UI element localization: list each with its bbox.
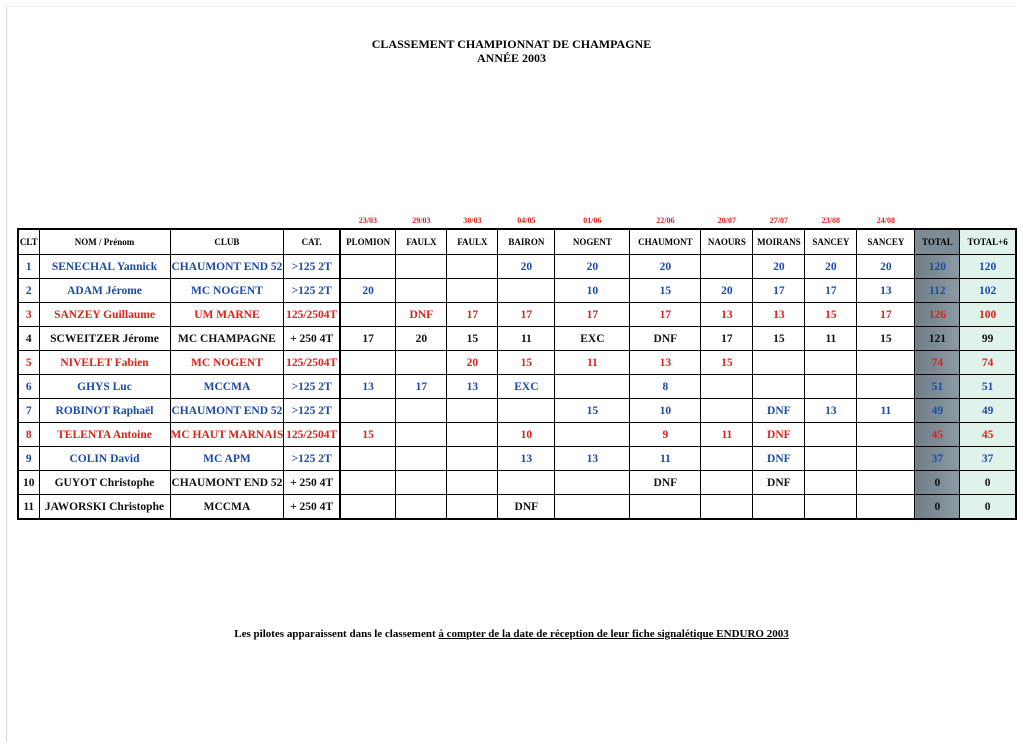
score-cell: 20 — [447, 351, 498, 375]
header-event-7: MOIRANS — [753, 229, 805, 255]
score-cell — [857, 495, 915, 520]
score-cell: 17 — [555, 303, 630, 327]
club-cell: MC CHAMPAGNE — [170, 327, 284, 351]
total-cell: 120 — [915, 255, 960, 279]
score-cell: 17 — [857, 303, 915, 327]
score-cell: 17 — [753, 279, 805, 303]
event-date-5: 22/06 — [656, 216, 675, 225]
score-cell: 13 — [498, 447, 555, 471]
score-cell: 10 — [630, 399, 701, 423]
score-cell: 13 — [805, 399, 857, 423]
score-cell: 15 — [447, 327, 498, 351]
category-cell: 125/2504T — [284, 423, 340, 447]
header-event-4: NOGENT — [555, 229, 630, 255]
score-cell: 13 — [340, 375, 396, 399]
table-row — [18, 375, 1016, 399]
score-cell — [701, 447, 753, 471]
header-club: CLUB — [170, 229, 284, 255]
event-date-9: 24/08 — [876, 216, 895, 225]
rider-name-cell: TELENTA Antoine — [39, 423, 170, 447]
score-cell — [396, 423, 447, 447]
score-cell: 17 — [396, 375, 447, 399]
score-cell: DNF — [753, 471, 805, 495]
rider-name-cell: NIVELET Fabien — [39, 351, 170, 375]
footer-text: Les pilotes apparaissent dans le classement — [234, 628, 439, 640]
club-cell: UM MARNE — [170, 303, 284, 327]
rank-cell: 1 — [18, 255, 39, 279]
category-cell: + 250 4T — [284, 495, 340, 520]
total-plus-6-cell: 99 — [960, 327, 1016, 351]
rank-cell: 11 — [18, 495, 39, 520]
score-cell — [447, 399, 498, 423]
score-cell: 10 — [555, 279, 630, 303]
rank-cell: 2 — [18, 279, 39, 303]
score-cell — [753, 375, 805, 399]
score-cell — [396, 471, 447, 495]
rank-cell: 9 — [18, 447, 39, 471]
score-cell: 15 — [857, 327, 915, 351]
score-cell — [498, 399, 555, 423]
category-cell: >125 2T — [284, 279, 340, 303]
score-cell — [555, 495, 630, 520]
score-cell — [805, 351, 857, 375]
score-cell: 20 — [340, 279, 396, 303]
rank-cell: 10 — [18, 471, 39, 495]
score-cell: 17 — [805, 279, 857, 303]
total-plus-6-cell: 100 — [960, 303, 1016, 327]
score-cell — [555, 471, 630, 495]
score-cell — [857, 471, 915, 495]
footer-note — [0, 628, 1023, 640]
score-cell — [701, 375, 753, 399]
score-cell — [396, 279, 447, 303]
score-cell — [447, 423, 498, 447]
score-cell — [447, 279, 498, 303]
club-cell: MCCMA — [170, 375, 284, 399]
score-cell — [555, 423, 630, 447]
total-plus-6-cell: 102 — [960, 279, 1016, 303]
score-cell: 15 — [753, 327, 805, 351]
table-row — [18, 447, 1016, 471]
score-cell — [701, 495, 753, 520]
score-cell: 20 — [555, 255, 630, 279]
score-cell: DNF — [753, 399, 805, 423]
total-cell: 112 — [915, 279, 960, 303]
rider-name-cell: GUYOT Christophe — [39, 471, 170, 495]
total-cell: 126 — [915, 303, 960, 327]
category-cell: + 250 4T — [284, 327, 340, 351]
table-row — [18, 255, 1016, 279]
score-cell — [340, 255, 396, 279]
score-cell: 17 — [340, 327, 396, 351]
event-date-8: 23/08 — [821, 216, 840, 225]
total-plus-6-cell: 37 — [960, 447, 1016, 471]
score-cell: 15 — [805, 303, 857, 327]
score-cell: 20 — [701, 279, 753, 303]
total-cell: 0 — [915, 471, 960, 495]
category-cell: >125 2T — [284, 375, 340, 399]
category-cell: + 250 4T — [284, 471, 340, 495]
header-event-0: PLOMION — [340, 229, 396, 255]
score-cell — [340, 495, 396, 520]
score-cell — [857, 423, 915, 447]
score-cell — [630, 495, 701, 520]
score-cell — [753, 351, 805, 375]
rider-name-cell: GHYS Luc — [39, 375, 170, 399]
score-cell: 20 — [753, 255, 805, 279]
table-row — [18, 423, 1016, 447]
score-cell — [701, 255, 753, 279]
score-cell: 20 — [498, 255, 555, 279]
score-cell: 15 — [701, 351, 753, 375]
score-cell — [447, 447, 498, 471]
score-cell — [555, 375, 630, 399]
header-event-3: BAIRON — [498, 229, 555, 255]
score-cell — [753, 495, 805, 520]
score-cell: DNF — [753, 423, 805, 447]
rank-cell: 5 — [18, 351, 39, 375]
total-plus-6-cell: 45 — [960, 423, 1016, 447]
category-cell: 125/2504T — [284, 351, 340, 375]
score-cell: 11 — [857, 399, 915, 423]
score-cell — [857, 375, 915, 399]
event-date-3: 04/05 — [517, 216, 536, 225]
event-date-4: 01/06 — [583, 216, 602, 225]
score-cell — [447, 255, 498, 279]
header-cat: CAT. — [284, 229, 340, 255]
score-cell — [340, 447, 396, 471]
score-cell: EXC — [498, 375, 555, 399]
score-cell: 8 — [630, 375, 701, 399]
score-cell: 11 — [555, 351, 630, 375]
score-cell: 17 — [630, 303, 701, 327]
rider-name-cell: SANZEY Guillaume — [39, 303, 170, 327]
header-total-plus-6: TOTAL+6 — [960, 229, 1016, 255]
score-cell — [447, 471, 498, 495]
header-event-6: NAOURS — [701, 229, 753, 255]
score-cell: DNF — [396, 303, 447, 327]
score-cell — [498, 471, 555, 495]
club-cell: MCCMA — [170, 495, 284, 520]
score-cell — [396, 399, 447, 423]
event-date-6: 20/07 — [717, 216, 736, 225]
score-cell — [805, 375, 857, 399]
score-cell: 13 — [447, 375, 498, 399]
score-cell — [805, 471, 857, 495]
club-cell: MC NOGENT — [170, 351, 284, 375]
score-cell — [857, 447, 915, 471]
score-cell: 20 — [630, 255, 701, 279]
score-cell: 17 — [447, 303, 498, 327]
score-cell — [447, 495, 498, 520]
total-plus-6-cell: 120 — [960, 255, 1016, 279]
rank-cell: 3 — [18, 303, 39, 327]
total-cell: 74 — [915, 351, 960, 375]
score-cell — [701, 399, 753, 423]
score-cell — [805, 495, 857, 520]
header-event-2: FAULX — [447, 229, 498, 255]
score-cell: 15 — [498, 351, 555, 375]
score-cell: 11 — [805, 327, 857, 351]
rank-cell: 4 — [18, 327, 39, 351]
score-cell: EXC — [555, 327, 630, 351]
score-cell: DNF — [498, 495, 555, 520]
rider-name-cell: JAWORSKI Christophe — [39, 495, 170, 520]
score-cell — [340, 303, 396, 327]
category-cell: 125/2504T — [284, 303, 340, 327]
total-plus-6-cell: 0 — [960, 495, 1016, 520]
total-plus-6-cell: 51 — [960, 375, 1016, 399]
total-cell: 0 — [915, 495, 960, 520]
header-total: TOTAL — [915, 229, 960, 255]
table-row — [18, 279, 1016, 303]
header-event-5: CHAUMONT — [630, 229, 701, 255]
table-row — [18, 471, 1016, 495]
rider-name-cell: COLIN David — [39, 447, 170, 471]
score-cell: 17 — [498, 303, 555, 327]
total-plus-6-cell: 0 — [960, 471, 1016, 495]
total-plus-6-cell: 49 — [960, 399, 1016, 423]
score-cell — [340, 471, 396, 495]
score-cell — [396, 351, 447, 375]
score-cell: 13 — [555, 447, 630, 471]
score-cell: 11 — [630, 447, 701, 471]
event-dates-row — [0, 216, 1023, 228]
event-date-0: 23/03 — [358, 216, 377, 225]
document-subtitle: ANNÉE 2003 — [476, 51, 546, 65]
score-cell — [805, 423, 857, 447]
score-cell: DNF — [753, 447, 805, 471]
total-cell: 45 — [915, 423, 960, 447]
rider-name-cell: ROBINOT Raphaël — [39, 399, 170, 423]
score-cell: 17 — [701, 327, 753, 351]
table-row — [18, 303, 1016, 327]
score-cell — [701, 471, 753, 495]
score-cell: 13 — [857, 279, 915, 303]
score-cell: 15 — [340, 423, 396, 447]
score-cell — [396, 255, 447, 279]
score-cell: 13 — [701, 303, 753, 327]
total-cell: 121 — [915, 327, 960, 351]
club-cell: CHAUMONT END 52 — [170, 471, 284, 495]
score-cell: 20 — [857, 255, 915, 279]
event-date-1: 29/03 — [412, 216, 431, 225]
score-cell: 10 — [498, 423, 555, 447]
table-row — [18, 351, 1016, 375]
score-cell — [396, 447, 447, 471]
score-cell: 15 — [630, 279, 701, 303]
score-cell — [498, 279, 555, 303]
total-plus-6-cell: 74 — [960, 351, 1016, 375]
score-cell — [396, 495, 447, 520]
rank-cell: 8 — [18, 423, 39, 447]
score-cell: DNF — [630, 471, 701, 495]
score-cell — [340, 399, 396, 423]
table-body — [18, 255, 1016, 520]
event-date-2: 30/03 — [463, 216, 482, 225]
score-cell: 13 — [630, 351, 701, 375]
score-cell: 15 — [555, 399, 630, 423]
table-header-row — [18, 229, 1016, 255]
category-cell: >125 2T — [284, 399, 340, 423]
category-cell: >125 2T — [284, 447, 340, 471]
rider-name-cell: SENECHAL Yannick — [39, 255, 170, 279]
score-cell — [857, 351, 915, 375]
rider-name-cell: SCWEITZER Jérome — [39, 327, 170, 351]
score-cell: 11 — [498, 327, 555, 351]
document-title: CLASSEMENT CHAMPIONNAT DE CHAMPAGNE — [371, 37, 652, 51]
header-event-1: FAULX — [396, 229, 447, 255]
score-cell — [805, 447, 857, 471]
score-cell: 20 — [396, 327, 447, 351]
score-cell: DNF — [630, 327, 701, 351]
rank-cell: 7 — [18, 399, 39, 423]
table-row — [18, 399, 1016, 423]
event-date-7: 27/07 — [769, 216, 788, 225]
table-row — [18, 495, 1016, 520]
score-cell — [340, 351, 396, 375]
header-name: NOM / Prénom — [39, 229, 170, 255]
club-cell: MC APM — [170, 447, 284, 471]
standings-table — [17, 228, 1017, 520]
footer-underlined-text: à compter de la date de réception de leur fiche signalétique ENDURO 2003 — [438, 628, 789, 640]
club-cell: MC NOGENT — [170, 279, 284, 303]
rider-name-cell: ADAM Jérome — [39, 279, 170, 303]
header-clt: CLT — [18, 229, 39, 255]
score-cell: 13 — [753, 303, 805, 327]
club-cell: CHAUMONT END 52 — [170, 399, 284, 423]
total-cell: 37 — [915, 447, 960, 471]
category-cell: >125 2T — [284, 255, 340, 279]
score-cell: 20 — [805, 255, 857, 279]
table-row — [18, 327, 1016, 351]
header-event-9: SANCEY — [857, 229, 915, 255]
score-cell: 11 — [701, 423, 753, 447]
rank-cell: 6 — [18, 375, 39, 399]
club-cell: CHAUMONT END 52 — [170, 255, 284, 279]
score-cell: 9 — [630, 423, 701, 447]
total-cell: 49 — [915, 399, 960, 423]
total-cell: 51 — [915, 375, 960, 399]
club-cell: MC HAUT MARNAIS — [170, 423, 284, 447]
header-event-8: SANCEY — [805, 229, 857, 255]
